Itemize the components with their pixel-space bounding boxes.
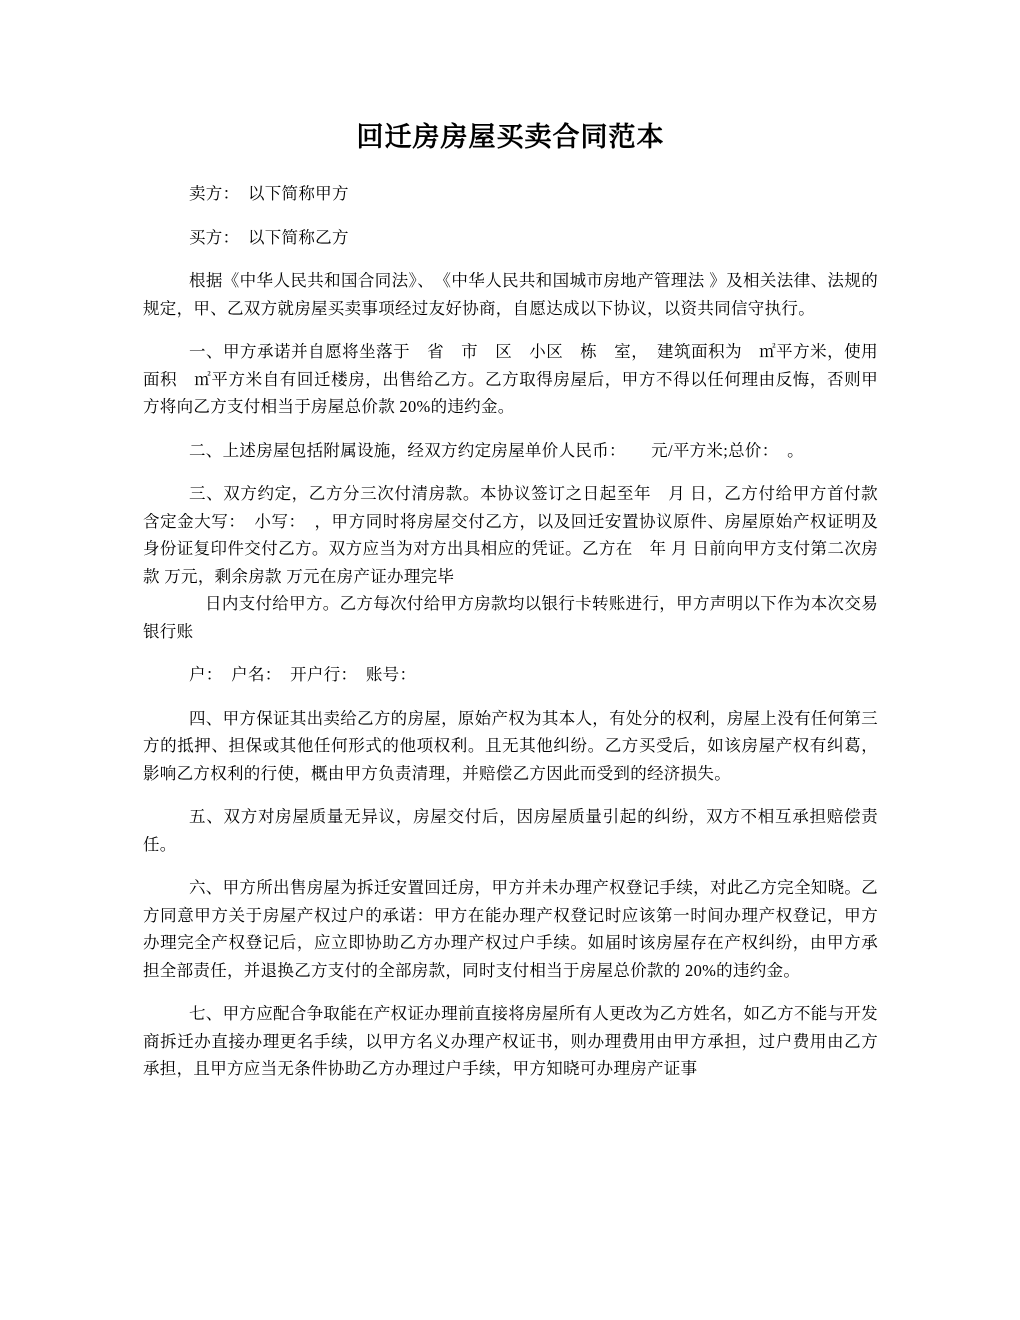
clause-3 <box>143 480 878 645</box>
clause-6: 六、甲方所出售房屋为拆迁安置回迁房，甲方并未办理产权登记手续，对此乙方完全知晓。乙方同意甲方关于房屋产权过户的承诺：甲方在能办理产权登记时应该第一时间办理产权登记，甲方办理完全产权登记后，应立即协助乙方办理产权过户手续。如届时该房屋存在产权纠纷，由甲方承担全部责任，并退换乙方支付的全部房款，同时支付相当于房屋总价款的 20%的违约金。 <box>143 878 878 980</box>
clause-1: 一、甲方承诺并自愿将坐落于 省 市 区 小区 栋 室， 建筑面积为 ㎡平方米，使用面积 ㎡平方米自有回迁楼房，出售给乙方。乙方取得房屋后，甲方不得以任何理由反悔，否则甲方将向乙方支付相当于房屋总价款 20%的违约金。 <box>143 342 878 416</box>
bank-account-line: 户： 户名： 开户行： 账号： <box>189 665 417 684</box>
document-title: 回迁房房屋买卖合同范本 <box>356 122 665 152</box>
party-seller-line: 卖方： 以下简称甲方 <box>189 184 349 203</box>
clause-4: 四、甲方保证其出卖给乙方的房屋，原始产权为其本人，有处分的权利，房屋上没有任何第三方的抵押、担保或其他任何形式的他项权利。且无其他纠纷。乙方买受后，如该房屋产权有纠葛，影响乙方权利的行使，概由甲方负责清理，并赔偿乙方因此而受到的经济损失。 <box>143 708 878 783</box>
clause-2: 二、上述房屋包括附属设施，经双方约定房屋单价人民币： 元/平方米;总价： 。 <box>189 440 804 460</box>
intro-paragraph: 根据《中华人民共和国合同法》、 《中华人民共和国城市房地产管理法 》及相关法律、法规的规定，甲、乙双方就房屋买卖事项经过友好协商，自愿达成以下协议，以资共同信守执行。 <box>143 271 878 318</box>
clause-7: 七、甲方应配合争取能在产权证办理前直接将房屋所有人更改为乙方姓名，如乙方不能与开发商拆迁办直接办理更名手续，以甲方名义办理产权证书，则办理费用由甲方承担，过户费用由乙方承担，且甲方应当无条件协助乙方办理过户手续，甲方知晓可办理房产证事 <box>143 1004 878 1078</box>
party-buyer-line: 买方： 以下简称乙方 <box>189 227 349 247</box>
clause-3-part-2: 日内支付给甲方。乙方每次付给甲方房款均以银行卡转账进行，甲方声明以下作为本次交易银行账 <box>143 594 878 641</box>
clause-5: 五、双方对房屋质量无异议，房屋交付后，因房屋质量引起的纠纷，双方不相互承担赔偿责任。 <box>143 807 878 854</box>
clause-3-part-1: 三、双方约定，乙方分三次付清房款。本协议签订之日起至年 月 日，乙方付给甲方首付款含定金大写： 小写： ，甲方同时将房屋交付乙方，以及回迁安置协议原件、房屋原始产权证明及身份证复印件交付乙方。双方应当为对方出具相应的凭证。乙方在 年 月 日前向甲方支付第二次房款 万元，剩余房款 万元在房产证办理完毕 <box>143 484 878 586</box>
